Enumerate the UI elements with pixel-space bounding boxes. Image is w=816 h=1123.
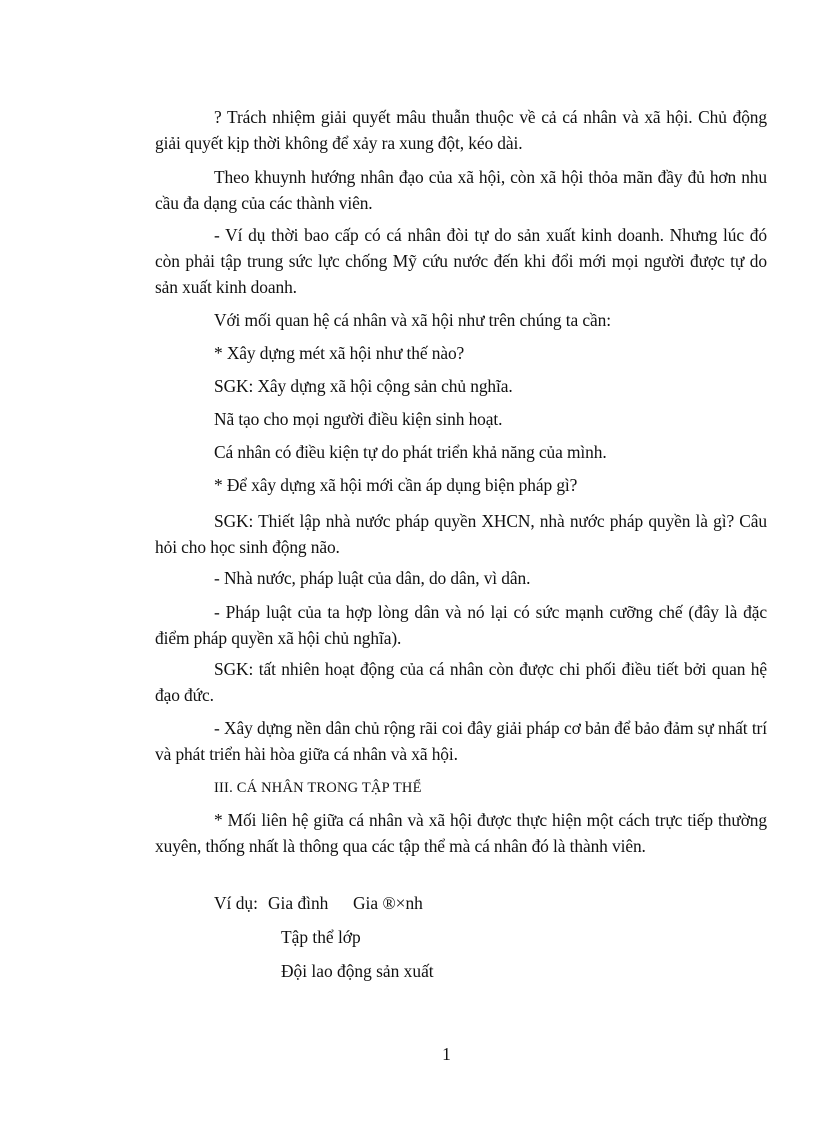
example-label: Ví dụ: xyxy=(214,893,258,913)
page-number: 1 xyxy=(442,1044,451,1064)
example-item: Tập thể lớp xyxy=(281,927,361,947)
paragraph: Nã tạo cho mọi người điều kiện sinh hoạt. xyxy=(214,409,503,429)
paragraph: - Xây dựng nền dân chủ rộng rãi coi đây giải pháp cơ bản để bảo đảm sự nhất trí và phát triển hài hòa giữa cá nhân và xã hội. xyxy=(155,718,767,764)
paragraph: - Nhà nước, pháp luật của dân, do dân, vì dân. xyxy=(214,568,531,588)
paragraph: * Xây dựng mét xã hội như thế nào? xyxy=(214,343,465,363)
example-item: Gia ®×nh xyxy=(353,893,423,913)
paragraph: * Mối liên hệ giữa cá nhân và xã hội được thực hiện một cách trực tiếp thường xuyên, thống nhất là thông qua các tập thể mà cá nhân đó là thành viên. xyxy=(155,810,767,856)
example-item: Đội lao động sản xuất xyxy=(281,961,434,981)
paragraph: SGK: Thiết lập nhà nước pháp quyền XHCN, nhà nước pháp quyền là gì? Câu hỏi cho học sinh động não. xyxy=(155,511,767,557)
paragraph: - Ví dụ thời bao cấp có cá nhân đòi tự do sản xuất kinh doanh. Nhưng lúc đó còn phải tập trung sức lực chống Mỹ cứu nước đến khi đổi mới mọi người được tự do sản xuất kinh doanh. xyxy=(155,225,767,297)
paragraph: - Pháp luật của ta hợp lòng dân và nó lại có sức mạnh cưỡng chế (đây là đặc điểm pháp quyền xã hội chủ nghĩa). xyxy=(155,602,767,648)
paragraph: Theo khuynh hướng nhân đạo của xã hội, còn xã hội thỏa mãn đầy đủ hơn nhu cầu đa dạng của các thành viên. xyxy=(155,167,767,213)
paragraph: * Để xây dựng xã hội mới cần áp dụng biện pháp gì? xyxy=(214,475,578,495)
paragraph: Với mối quan hệ cá nhân và xã hội như trên chúng ta cần: xyxy=(214,310,611,330)
paragraph: SGK: Xây dựng xã hội cộng sản chủ nghĩa. xyxy=(214,376,513,396)
paragraph: Cá nhân có điều kiện tự do phát triển khả năng của mình. xyxy=(214,442,607,462)
paragraph: SGK: tất nhiên hoạt động của cá nhân còn được chi phối điều tiết bởi quan hệ đạo đức. xyxy=(155,659,767,705)
section-heading: III. CÁ NHÂN TRONG TẬP THỂ xyxy=(214,780,422,796)
example-item: Gia đình xyxy=(268,893,329,913)
paragraph: ? Trách nhiệm giải quyết mâu thuẫn thuộc về cả cá nhân và xã hội. Chủ động giải quyết kịp thời không để xảy ra xung đột, kéo dài. xyxy=(155,107,767,153)
